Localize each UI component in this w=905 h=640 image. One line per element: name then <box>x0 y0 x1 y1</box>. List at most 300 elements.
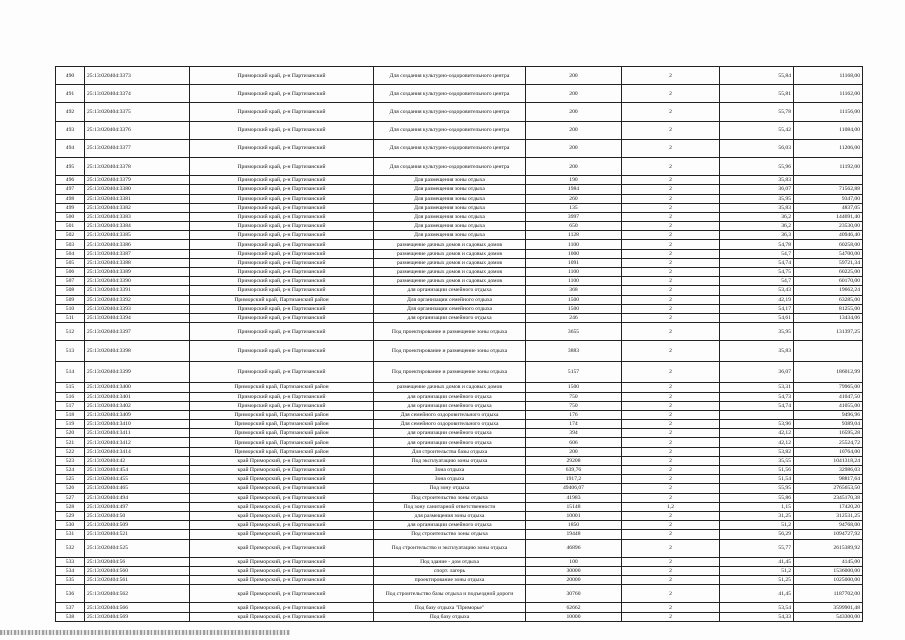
cell-row-number: 491 <box>56 85 85 103</box>
cell-category: 2 <box>622 420 720 429</box>
cell-address: Приморский край, Партизанский район <box>190 447 374 456</box>
cell-category: 2 <box>622 203 720 212</box>
cell-category: 2 <box>622 249 720 258</box>
cell-area: 606 <box>526 438 622 447</box>
cell-cadastral-number: 25:13:020404:562 <box>85 585 190 603</box>
cell-area: 10000 <box>526 612 622 621</box>
cell-permitted-use: Для создания культурно-оздоровительного центра <box>374 121 526 139</box>
cell-category: 2 <box>622 258 720 267</box>
cell-amount: 11156,00 <box>794 103 863 121</box>
cell-permitted-use: размещение дачных домов и садовых домов <box>374 277 526 286</box>
table-row <box>56 103 863 121</box>
cell-area: 15148 <box>526 502 622 511</box>
table-row <box>56 286 863 295</box>
table-row <box>56 447 863 456</box>
cell-address: край Приморский, р-н Партизанский <box>190 603 374 612</box>
cell-amount: 32986,03 <box>794 466 863 475</box>
cell-cadastral-number: 25:13:020404:455 <box>85 475 190 484</box>
cell-amount: 2615389,92 <box>794 539 863 557</box>
cell-row-number: 490 <box>56 67 85 85</box>
cell-cadastral-number: 25:13:020404:3391 <box>85 286 190 295</box>
cell-area: 1128 <box>526 231 622 240</box>
cell-address: край Приморский, р-н Партизанский <box>190 539 374 557</box>
cell-address: Приморский край, р-н Партизанский <box>190 323 374 341</box>
table-row <box>56 362 863 383</box>
cell-rate: 51,56 <box>720 466 794 475</box>
cell-rate: 53,54 <box>720 603 794 612</box>
cell-category: 2 <box>622 585 720 603</box>
cell-area: 1850 <box>526 521 622 530</box>
table-row <box>56 410 863 419</box>
cell-area: 3655 <box>526 323 622 341</box>
cell-address: Приморский край, р-н Партизанский <box>190 185 374 194</box>
cell-amount: 11192,00 <box>794 157 863 175</box>
cell-rate: 53,96 <box>720 420 794 429</box>
table-row <box>56 157 863 175</box>
cell-category: 2 <box>622 286 720 295</box>
cell-permitted-use: Под здание - дом отдыха <box>374 557 526 566</box>
cell-amount: 2345170,38 <box>794 493 863 502</box>
cell-permitted-use: Для размещения зоны отдыха <box>374 194 526 203</box>
cell-category: 2 <box>622 103 720 121</box>
cell-permitted-use: Под базу отдыха <box>374 612 526 621</box>
table-row <box>56 249 863 258</box>
cell-amount: 59721,34 <box>794 258 863 267</box>
cell-amount: 4145,00 <box>794 557 863 566</box>
cell-area: 200 <box>526 121 622 139</box>
cell-cadastral-number: 25:13:020404:3399 <box>85 362 190 383</box>
cell-category: 2 <box>622 121 720 139</box>
cell-cadastral-number: 25:13:020404:42 <box>85 456 190 465</box>
cell-permitted-use: Для создания культурно-оздоровительного центра <box>374 67 526 85</box>
cell-permitted-use: Под строительство зоны отдыха <box>374 530 526 539</box>
cell-permitted-use: Для размещения зоны отдыха <box>374 203 526 212</box>
cell-category: 2 <box>622 456 720 465</box>
cell-cadastral-number: 25:13:020404:3381 <box>85 194 190 203</box>
cell-amount: 186012,99 <box>794 362 863 383</box>
cell-cadastral-number: 25:13:020404:497 <box>85 502 190 511</box>
cell-area: 20000 <box>526 576 622 585</box>
cell-category: 2 <box>622 176 720 185</box>
cell-permitted-use: Под зону санитарной ответственности <box>374 502 526 511</box>
cell-row-number: 521 <box>56 438 85 447</box>
cell-amount: 144691,40 <box>794 212 863 221</box>
cell-row-number: 528 <box>56 502 85 511</box>
cell-address: Приморский край, р-н Партизанский <box>190 258 374 267</box>
cell-amount: 54700,00 <box>794 249 863 258</box>
cell-rate: 35,83 <box>720 176 794 185</box>
cell-amount: 11084,00 <box>794 121 863 139</box>
cell-address: край Приморский, р-н Партизанский <box>190 466 374 475</box>
cell-address: Приморский край, р-н Партизанский <box>190 157 374 175</box>
cell-row-number: 500 <box>56 212 85 221</box>
cell-rate: 53,31 <box>720 383 794 392</box>
cell-area: 190 <box>526 176 622 185</box>
table-row <box>56 295 863 304</box>
table-body <box>56 67 863 622</box>
cell-rate: 36,2 <box>720 212 794 221</box>
cell-address: Приморский край, р-н Партизанский <box>190 240 374 249</box>
cell-cadastral-number: 25:13:020404:3388 <box>85 258 190 267</box>
cell-amount: 17420,20 <box>794 502 863 511</box>
cell-area: 19448 <box>526 530 622 539</box>
cell-area: 49406,07 <box>526 484 622 493</box>
cell-category: 2 <box>622 447 720 456</box>
table-row <box>56 185 863 194</box>
cell-permitted-use: размещение дачных домов и садовых домов <box>374 383 526 392</box>
table-row <box>56 258 863 267</box>
cell-row-number: 513 <box>56 341 85 362</box>
cell-row-number: 512 <box>56 323 85 341</box>
cell-area: 1917,2 <box>526 475 622 484</box>
cell-permitted-use: Зона отдыха <box>374 466 526 475</box>
cell-amount: 1025000,00 <box>794 576 863 585</box>
cell-address: Приморский край, р-н Партизанский <box>190 176 374 185</box>
cell-row-number: 530 <box>56 521 85 530</box>
cell-permitted-use: Под строительство зоны отдыха <box>374 493 526 502</box>
cell-category: 2 <box>622 323 720 341</box>
cell-category: 2 <box>622 429 720 438</box>
cell-cadastral-number: 25:13:020404:3410 <box>85 420 190 429</box>
cell-area: 1500 <box>526 304 622 313</box>
cell-permitted-use: Под эксплуатацию зоны отдыха <box>374 456 526 465</box>
cell-permitted-use: для организации семейного отдыха <box>374 438 526 447</box>
cell-cadastral-number: 25:13:020404:3402 <box>85 401 190 410</box>
cell-area: 1000 <box>526 249 622 258</box>
cell-category: 2 <box>622 383 720 392</box>
table-row <box>56 585 863 603</box>
cell-address: край Приморский, р-н Партизанский <box>190 475 374 484</box>
cell-row-number: 503 <box>56 240 85 249</box>
cell-area: 1500 <box>526 383 622 392</box>
table-row <box>56 420 863 429</box>
cell-amount: 71562,88 <box>794 185 863 194</box>
cell-cadastral-number: 25:13:020404:560 <box>85 566 190 575</box>
cell-address: Приморский край, р-н Партизанский <box>190 194 374 203</box>
cell-row-number: 529 <box>56 511 85 520</box>
cell-permitted-use: Зона отдыха <box>374 475 526 484</box>
cell-rate <box>720 410 794 419</box>
cell-rate: 42,12 <box>720 429 794 438</box>
table-row <box>56 176 863 185</box>
cell-rate: 51,54 <box>720 475 794 484</box>
cell-rate: 54,74 <box>720 401 794 410</box>
cell-category: 1,2 <box>622 502 720 511</box>
cell-address: Приморский край, р-н Партизанский <box>190 203 374 212</box>
cell-category: 2 <box>622 576 720 585</box>
cell-row-number: 497 <box>56 185 85 194</box>
cell-category: 2 <box>622 392 720 401</box>
table-row <box>56 566 863 575</box>
cell-amount: 11168,00 <box>794 67 863 85</box>
cell-area: 41983 <box>526 493 622 502</box>
cell-rate: 55,84 <box>720 67 794 85</box>
cell-rate: 55,96 <box>720 157 794 175</box>
cell-cadastral-number: 25:13:020404:3390 <box>85 277 190 286</box>
cell-category: 2 <box>622 475 720 484</box>
cell-area: 5157 <box>526 362 622 383</box>
cell-permitted-use: Под проектирование и размещение зоны отдыха <box>374 323 526 341</box>
cell-area: 200 <box>526 103 622 121</box>
cell-amount: 98817,64 <box>794 475 863 484</box>
cell-address: край Приморский, р-н Партизанский <box>190 557 374 566</box>
cell-rate: 54,75 <box>720 268 794 277</box>
table-row <box>56 475 863 484</box>
cell-amount: 11206,00 <box>794 139 863 157</box>
cell-rate: 55,77 <box>720 539 794 557</box>
cell-rate: 36,07 <box>720 185 794 194</box>
cell-amount: 94768,00 <box>794 521 863 530</box>
cell-rate: 55,81 <box>720 85 794 103</box>
table-row <box>56 530 863 539</box>
cell-rate: 54,78 <box>720 240 794 249</box>
cell-category: 2 <box>622 530 720 539</box>
cell-cadastral-number: 25:13:020404:525 <box>85 539 190 557</box>
cell-cadastral-number: 25:13:020404:3401 <box>85 392 190 401</box>
cell-rate: 35,95 <box>720 323 794 341</box>
cell-permitted-use: Под проектирование и размещение зоны отдыха <box>374 362 526 383</box>
cell-cadastral-number: 25:13:020404:3394 <box>85 313 190 322</box>
cell-permitted-use: размещение дачных домов и садовых домов <box>374 268 526 277</box>
cell-amount: 3599901,48 <box>794 603 863 612</box>
table-row <box>56 484 863 493</box>
cell-permitted-use: Для размещения зоны отдыха <box>374 222 526 231</box>
table-row <box>56 139 863 157</box>
table-row <box>56 392 863 401</box>
cell-amount: 4837,05 <box>794 203 863 212</box>
cell-amount: 25524,72 <box>794 438 863 447</box>
cell-category: 2 <box>622 277 720 286</box>
cell-area: 200 <box>526 447 622 456</box>
cell-row-number: 514 <box>56 362 85 383</box>
cell-area: 200 <box>526 157 622 175</box>
cell-permitted-use: Под зону отдыха <box>374 484 526 493</box>
cell-area: 3997 <box>526 212 622 221</box>
cell-area: 394 <box>526 429 622 438</box>
cell-row-number: 527 <box>56 493 85 502</box>
cell-category: 2 <box>622 612 720 621</box>
cell-cadastral-number: 25:13:020404:3412 <box>85 438 190 447</box>
cell-row-number: 518 <box>56 410 85 419</box>
cell-area: 200 <box>526 67 622 85</box>
cell-rate: 41,45 <box>720 557 794 566</box>
cell-cadastral-number: 25:13:020404:454 <box>85 466 190 475</box>
cell-category: 2 <box>622 341 720 362</box>
cell-category: 2 <box>622 185 720 194</box>
cell-address: Приморский край, р-н Партизанский <box>190 121 374 139</box>
cell-amount: 79965,00 <box>794 383 863 392</box>
cell-rate: 51,2 <box>720 566 794 575</box>
cell-amount: 60225,00 <box>794 268 863 277</box>
cell-rate: 53,82 <box>720 447 794 456</box>
table-row <box>56 438 863 447</box>
cell-cadastral-number: 25:13:020404:3373 <box>85 67 190 85</box>
cell-address: Приморский край, р-н Партизанский <box>190 401 374 410</box>
scan-footer-mark <box>0 630 290 635</box>
table-row <box>56 222 863 231</box>
cell-cadastral-number: 25:13:020404:3400 <box>85 383 190 392</box>
cell-cadastral-number: 25:13:020404:3385 <box>85 231 190 240</box>
cell-area: 650 <box>526 222 622 231</box>
cell-address: край Приморский, р-н Партизанский <box>190 493 374 502</box>
cell-area: 639,76 <box>526 466 622 475</box>
cell-cadastral-number: 25:13:020404:566 <box>85 603 190 612</box>
cell-row-number: 525 <box>56 475 85 484</box>
cell-amount <box>794 176 863 185</box>
cell-row-number: 523 <box>56 456 85 465</box>
cell-rate: 36,3 <box>720 231 794 240</box>
cell-area: 30760 <box>526 585 622 603</box>
cell-rate: 54,73 <box>720 392 794 401</box>
cell-address: край Приморский, р-н Партизанский <box>190 530 374 539</box>
cell-rate: 54,33 <box>720 612 794 621</box>
cell-category: 2 <box>622 240 720 249</box>
cell-row-number: 520 <box>56 429 85 438</box>
cell-row-number: 493 <box>56 121 85 139</box>
cell-cadastral-number: 25:13:020404:3384 <box>85 222 190 231</box>
cell-row-number: 515 <box>56 383 85 392</box>
cell-rate: 54,7 <box>720 277 794 286</box>
cell-area: 174 <box>526 420 622 429</box>
cell-amount: 63285,00 <box>794 295 863 304</box>
cell-cadastral-number: 25:13:020404:3389 <box>85 268 190 277</box>
cell-category: 2 <box>622 231 720 240</box>
cell-cadastral-number: 25:13:020404:3378 <box>85 157 190 175</box>
cell-category: 2 <box>622 362 720 383</box>
cell-category: 2 <box>622 295 720 304</box>
cell-cadastral-number: 25:13:020404:3414 <box>85 447 190 456</box>
cell-address: Приморский край, р-н Партизанский <box>190 85 374 103</box>
cell-permitted-use: Для семейного оздоровительного отдыха <box>374 420 526 429</box>
cell-rate: 35,83 <box>720 203 794 212</box>
cell-row-number: 499 <box>56 203 85 212</box>
cell-address: Приморский край, р-н Партизанский <box>190 341 374 362</box>
cell-permitted-use: Для организации семейного отдыха <box>374 295 526 304</box>
cell-amount: 543300,00 <box>794 612 863 621</box>
cell-permitted-use: Под проектирование и размещение зоны отдыха <box>374 341 526 362</box>
cell-address: Приморский край, р-н Партизанский <box>190 103 374 121</box>
table-row <box>56 268 863 277</box>
cell-amount: 60170,00 <box>794 277 863 286</box>
cell-address: край Приморский, р-н Партизанский <box>190 585 374 603</box>
cell-rate: 42,12 <box>720 438 794 447</box>
cell-address: Приморский край, р-н Партизанский <box>190 212 374 221</box>
table-row <box>56 576 863 585</box>
table-row <box>56 521 863 530</box>
cell-category: 2 <box>622 222 720 231</box>
cell-row-number: 517 <box>56 401 85 410</box>
table-row <box>56 212 863 221</box>
cell-amount: 81255,00 <box>794 304 863 313</box>
cell-rate: 35,55 <box>720 456 794 465</box>
table-row <box>56 313 863 322</box>
cell-permitted-use: Для создания культурно-оздоровительного центра <box>374 103 526 121</box>
cell-rate: 51,25 <box>720 576 794 585</box>
cell-rate: 54,17 <box>720 304 794 313</box>
cell-rate: 41,45 <box>720 585 794 603</box>
cell-permitted-use: Для размещения зоны отдыха <box>374 176 526 185</box>
cell-amount: 40946,40 <box>794 231 863 240</box>
table-row <box>56 502 863 511</box>
cell-address: Приморский край, р-н Партизанский <box>190 67 374 85</box>
cell-permitted-use: Под строительство и эксплуатацию зоны отдыха <box>374 539 526 557</box>
cell-category: 2 <box>622 194 720 203</box>
cell-address: край Приморский, р-н Партизанский <box>190 511 374 520</box>
cell-permitted-use: размещение дачных домов и садовых домов <box>374 258 526 267</box>
table-row <box>56 203 863 212</box>
cell-cadastral-number: 25:13:020404:521 <box>85 530 190 539</box>
cell-row-number: 534 <box>56 566 85 575</box>
table-row <box>56 240 863 249</box>
cell-amount: 41055,00 <box>794 401 863 410</box>
cell-cadastral-number: 25:13:020404:3398 <box>85 341 190 362</box>
cell-row-number: 492 <box>56 103 85 121</box>
table-row <box>56 612 863 621</box>
cell-permitted-use: Для размещения зоны отдыха <box>374 231 526 240</box>
cell-cadastral-number: 25:13:020404:3397 <box>85 323 190 341</box>
cell-row-number: 510 <box>56 304 85 313</box>
cell-cadastral-number: 25:13:020404:3375 <box>85 103 190 121</box>
cell-address: Приморский край, р-н Партизанский <box>190 392 374 401</box>
cell-rate: 55,95 <box>720 484 794 493</box>
table-row <box>56 401 863 410</box>
cell-address: Приморский край, р-н Партизанский <box>190 231 374 240</box>
cell-amount: 13434,06 <box>794 313 863 322</box>
cell-address: Приморский край, р-н Партизанский <box>190 362 374 383</box>
cell-cadastral-number: 25:13:020404:3382 <box>85 203 190 212</box>
table-row <box>56 323 863 341</box>
cell-row-number: 509 <box>56 295 85 304</box>
land-plots-table <box>55 66 863 622</box>
cell-cadastral-number: 25:13:020404:569 <box>85 612 190 621</box>
cell-cadastral-number: 25:13:020404:3376 <box>85 121 190 139</box>
cell-category: 2 <box>622 466 720 475</box>
cell-category: 2 <box>622 212 720 221</box>
cell-address: Приморский край, р-н Партизанский <box>190 313 374 322</box>
cell-row-number: 494 <box>56 139 85 157</box>
cell-permitted-use: размещение дачных домов и садовых домов <box>374 249 526 258</box>
cell-address: Приморский край, р-н Партизанский <box>190 268 374 277</box>
cell-rate: 31,25 <box>720 511 794 520</box>
cell-amount: 9347,00 <box>794 194 863 203</box>
cell-permitted-use: Для размещения зоны отдыха <box>374 185 526 194</box>
cell-cadastral-number: 25:13:020404:494 <box>85 493 190 502</box>
cell-cadastral-number: 25:13:020404:3374 <box>85 85 190 103</box>
cell-permitted-use: Для создания культурно-оздоровительного центра <box>374 157 526 175</box>
cell-cadastral-number: 25:13:020404:3392 <box>85 295 190 304</box>
table-row <box>56 194 863 203</box>
cell-row-number: 511 <box>56 313 85 322</box>
cell-amount: 41047,50 <box>794 392 863 401</box>
cell-row-number: 519 <box>56 420 85 429</box>
cell-amount: 23530,00 <box>794 222 863 231</box>
cell-area: 10001 <box>526 511 622 520</box>
table-row <box>56 429 863 438</box>
cell-category: 2 <box>622 313 720 322</box>
cell-area: 176 <box>526 410 622 419</box>
cell-rate: 35,95 <box>720 194 794 203</box>
table-row <box>56 466 863 475</box>
cell-permitted-use: для организации семейного отдыха <box>374 286 526 295</box>
cell-area: 246 <box>526 313 622 322</box>
cell-area: 1091 <box>526 258 622 267</box>
cell-area: 46896 <box>526 539 622 557</box>
table-row <box>56 456 863 465</box>
cell-cadastral-number: 25:13:020404:509 <box>85 521 190 530</box>
cell-row-number: 501 <box>56 222 85 231</box>
cell-row-number: 516 <box>56 392 85 401</box>
cell-area: 135 <box>526 203 622 212</box>
